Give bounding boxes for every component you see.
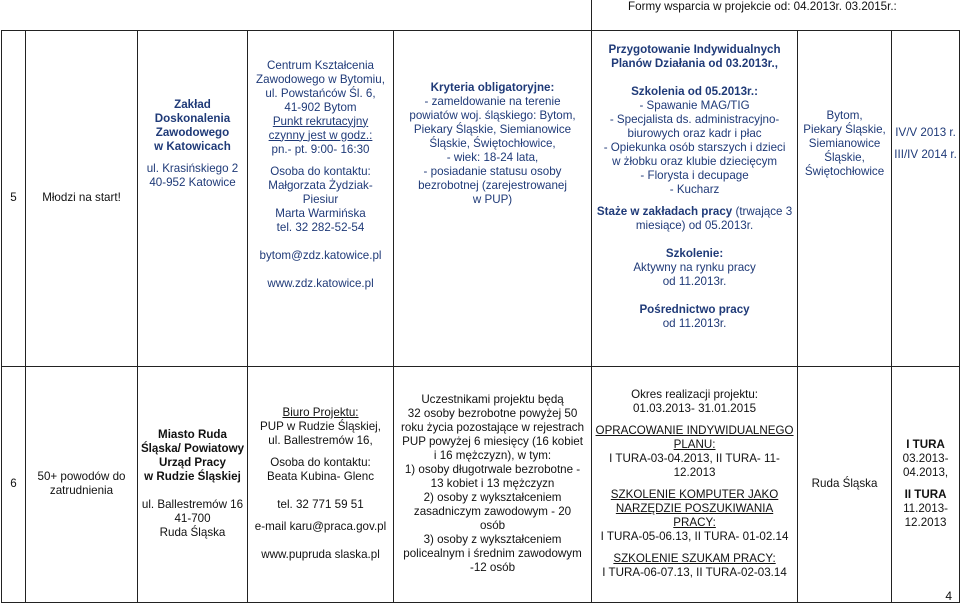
row6-www[interactable]: www.pupruda slaska.pl [261, 548, 380, 561]
row6-area: Ruda Śląska [798, 366, 892, 602]
row6-office: Biuro Projektu: PUP w Rudzie Śląskiej, ul. Ballestremów 16, Osoba do kontaktu: Beata Kubina- Glenc tel. 32 771 59 51 e-mail karu@praca.gov.pl www.pupruda slaska.pl [248, 366, 394, 602]
row5-dates: IV/V 2013 r. III/IV 2014 r. [892, 30, 960, 366]
row6-participants: Uczestnikami projektu będą 32 osoby bezrobotne powyżej 50 roku życia pozostające w rejestrach PUP powyżej 6 miesięcy (16 kobiet i 16 mężczyzn), w tym: 1) osoby długotrwale bezrobotne - 13 kobiet i 13 mężczyzn 2) osoby z wykształceniem zasadniczym zawodowym - 20 osób 3) osoby z wykształceniem policealnym i średnim zawodowym -12 osób [394, 366, 592, 602]
row6-support: Okres realizacji projektu: 01.03.2013- 31.01.2015 OPRACOWANIE INDYWIDUALNEGO PLANU: I TURA-03-04.2013, II TURA- 11- 12.2013 SZKOLENIE KOMPUTER JAKO NARZĘDZIE POSZUKIWANIA PRACY: I TURA-05-06.13, II TURA- 01-02.14 SZKOLENIE SZUKAM PRACY: I TURA-06-07.13, II TURA-02-03.14 [592, 366, 798, 602]
header-spacer [2, 0, 592, 30]
support-forms-header [592, 0, 960, 30]
row5-institution: Zakład Doskonalenia Zawodowego w Katowicach ul. Krasińskiego 2 40-952 Katowice [138, 30, 248, 366]
row6-number: 6 [2, 366, 26, 602]
row5-criteria: Kryteria obligatoryjne: - zameldowanie na terenie powiatów woj. śląskiego: Bytom, Piekary Śląskie, Siemianowice Śląskie, Świętochłowice, - wiek: 18-24 lata, - posiadanie statusu osoby bezrobotnej (zarejestrowanej w PUP) [394, 30, 592, 366]
row5-support: Przygotowanie Indywidualnych Planów Działania od 03.2013r., Szkolenia od 05.2013r.: - Spawanie MAG/TIG - Specjalista ds. administracyjno- biurowych oraz kadr i płac - Opiekunka osób starszych i dzieci w żłobku oraz klubie dziecięcym - Florysta i decupage - Kucharz Staże w zakładach pracy (trwające 3 miesiące) od 05.2013r. Szkolenie: Aktywny na rynku pracy od 11.2013r. Pośrednictwo pracy od 11.2013r. [592, 30, 798, 366]
row6-group: 50+ powodów do zatrudnienia [26, 366, 138, 602]
row5-group: Młodzi na start! [26, 30, 138, 366]
projects-table [1, 0, 960, 603]
row5-area: Bytom, Piekary Śląskie, Siemianowice Śląskie, Świętochłowice [798, 30, 892, 366]
support-forms-text: Formy wsparcia w projekcie od: 04.2013r. 03.2015r.: [628, 0, 897, 13]
page-number: 4 [945, 589, 952, 603]
row5-email[interactable]: bytom@zdz.katowice.pl [259, 248, 382, 262]
row5-number: 5 [2, 30, 26, 366]
row6-institution: Miasto Ruda Śląska/ Powiatowy Urząd Pracy w Rudzie Śląskiej ul. Ballestremów 16 41-700 Ruda Śląska [138, 366, 248, 602]
row6-email[interactable]: e-mail karu@praca.gov.pl [254, 520, 387, 533]
row5-office: Centrum Kształcenia Zawodowego w Bytomiu, ul. Powstańców Śl. 6, 41-902 Bytom Punkt rekrutacyjny czynny jest w godz.: pn.- pt. 9:00- 16:30 Osoba do kontaktu: Małgorzata Żydziak- Piesiur Marta Warmińska tel. 32 282-52-54 bytom@zdz.katowice.pl www.zdz.katowice.pl [248, 30, 394, 366]
row6-dates: I TURA 03.2013- 04.2013, II TURA 11.2013- 12.2013 [892, 366, 960, 602]
row5-www[interactable]: www.zdz.katowice.pl [267, 276, 374, 290]
